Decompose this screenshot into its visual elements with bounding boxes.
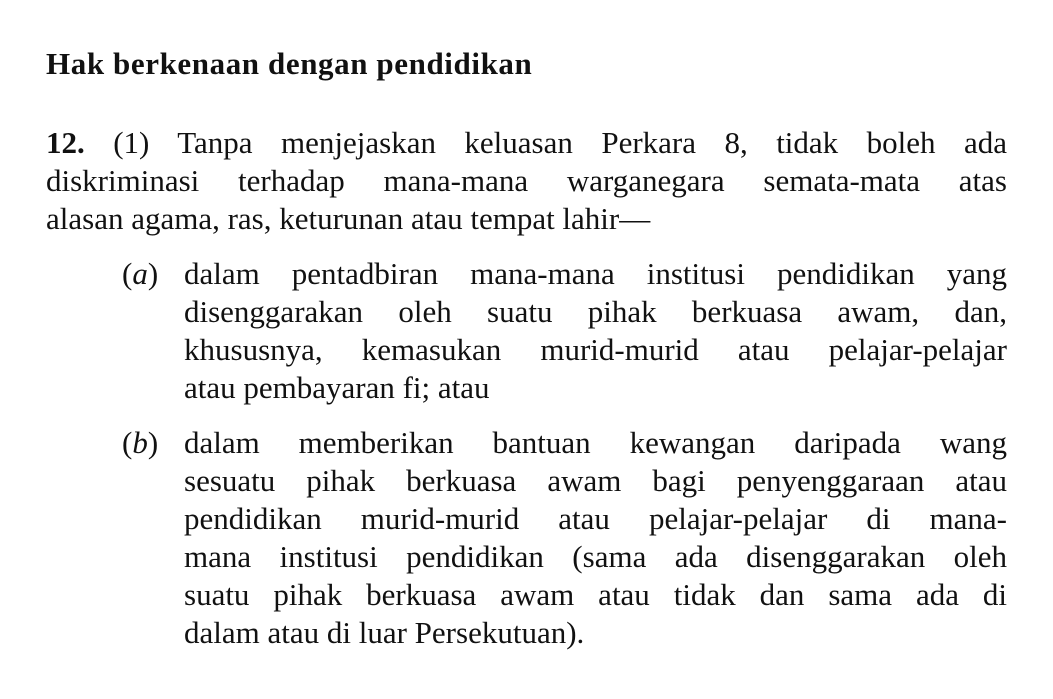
article-line: alasan agama, ras, keturunan atau tempat lahir—	[46, 201, 651, 236]
item-body	[184, 424, 1007, 652]
item-line: atau pembayaran fi; atau	[184, 370, 490, 405]
article-12-clause-1	[46, 124, 1007, 238]
list-item-a	[122, 255, 1007, 407]
list-item-b	[122, 424, 1007, 652]
item-line: khususnya, kemasukan murid-murid atau pelajar-pelajar	[184, 332, 1007, 367]
item-line: pendidikan murid-murid atau pelajar-pelajar di mana-	[184, 501, 1007, 536]
item-line: sesuatu pihak berkuasa awam bagi penyenggaraan atau	[184, 463, 1007, 498]
item-marker: (b)	[122, 425, 159, 460]
item-body	[184, 255, 1007, 407]
item-line: disenggarakan oleh suatu pihak berkuasa awam, dan,	[184, 294, 1007, 329]
item-line: mana institusi pendidikan (sama ada disenggarakan oleh	[184, 539, 1007, 574]
item-letter: b	[132, 425, 148, 460]
item-line: dalam memberikan bantuan kewangan daripada wang	[184, 425, 1007, 460]
article-line-text: (1) Tanpa menjejaskan keluasan Perkara 8, tidak boleh ada	[84, 125, 1007, 160]
article-line	[46, 124, 1007, 162]
article-number: 12.	[46, 125, 85, 160]
item-line: suatu pihak berkuasa awam atau tidak dan sama ada di	[184, 577, 1007, 612]
item-line: dalam pentadbiran mana-mana institusi pendidikan yang	[184, 256, 1007, 291]
article-line: diskriminasi terhadap mana-mana warganegara semata-mata atas	[46, 163, 1007, 198]
item-letter: a	[132, 256, 148, 291]
item-marker: (a)	[122, 256, 159, 291]
item-line: dalam atau di luar Persekutuan).	[184, 615, 585, 650]
section-heading: Hak berkenaan dengan pendidikan	[46, 46, 533, 81]
